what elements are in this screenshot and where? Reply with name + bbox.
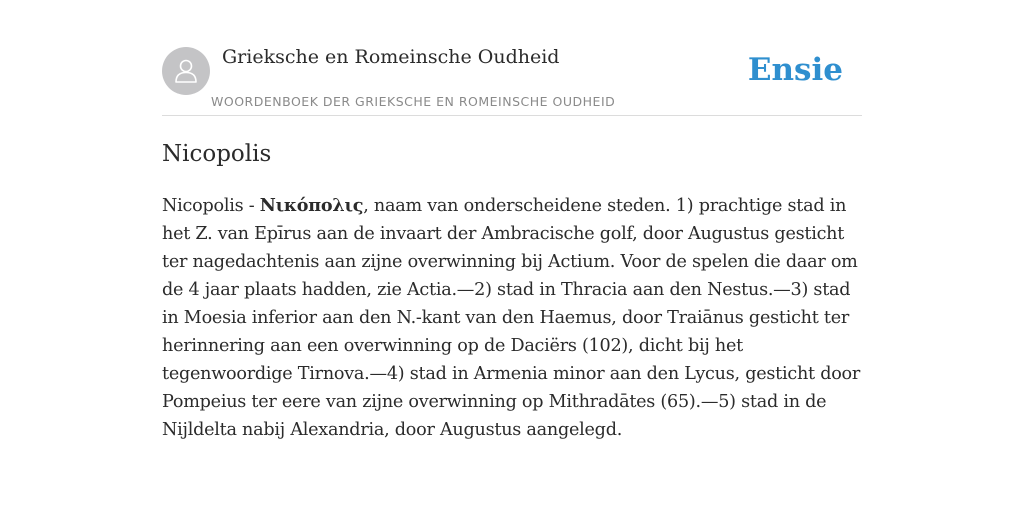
brand-logo[interactable]: Ensie <box>747 52 843 88</box>
entry-text: , naam van onderscheidene steden. 1) prachtige stad in het Z. van Epīrus aan de invaart der Ambracische golf, door Augustus gesticht ter nagedachtenis aan zijne overwinning bij Actium. Voor de spelen die daar om de 4 jaar plaats hadden, zie Actia.—2) stad in Thracia aan den Nestus.—3) stad in Moesia inferior aan den N.-kant van den Haemus, door Traiānus gesticht ter herinnering aan een overwinning op de Daciërs (102), dicht bij het tegenwoordige Tirnova.—4) stad in Armenia minor aan den Lycus, gesticht door Pompeius ter eere van zijne overwinning op Mithradātes (65).—5) stad in de Nijldelta nabij Alexandria, door Augustus aangelegd. <box>162 196 861 440</box>
source-title[interactable]: Grieksche en Romeinsche Oudheid <box>222 46 560 68</box>
source-subtitle: WOORDENBOEK DER GRIEKSCHE EN ROMEINSCHE OUDHEID <box>211 94 616 109</box>
entry-greek-term: Νικόπολις <box>259 195 364 216</box>
entry-title: Nicopolis <box>162 141 272 167</box>
avatar[interactable] <box>162 47 210 95</box>
user-icon <box>171 56 201 86</box>
entry-body <box>162 192 867 444</box>
entry-lead: Nicopolis - <box>162 196 260 216</box>
divider <box>162 115 862 116</box>
